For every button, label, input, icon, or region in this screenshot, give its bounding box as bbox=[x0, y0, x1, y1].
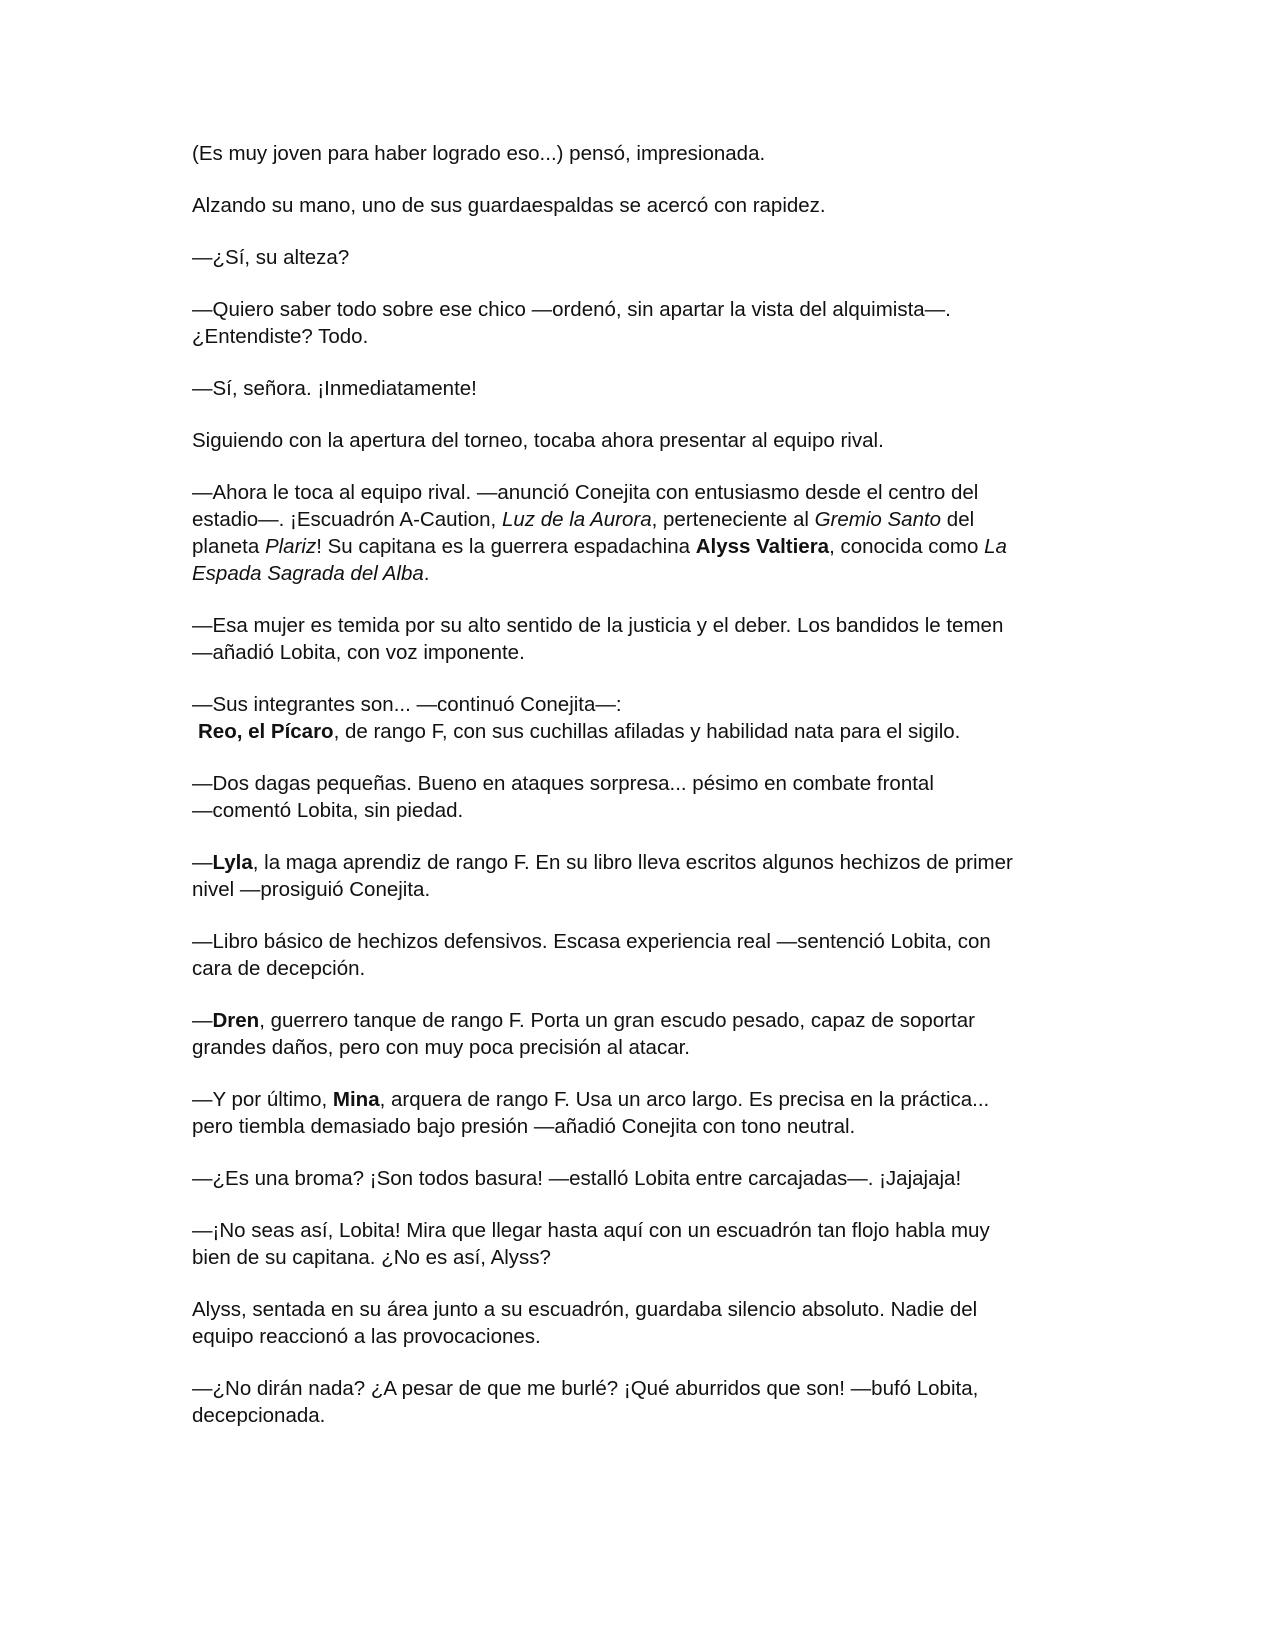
bold-text: Lyla bbox=[212, 851, 253, 874]
text-run: —Dos dagas pequeñas. Bueno en ataques sorpresa... pésimo en combate frontal bbox=[192, 772, 934, 795]
text-run: —Sí, señora. ¡Inmediatamente! bbox=[192, 377, 477, 400]
text-line bbox=[192, 1296, 1072, 1323]
paragraph bbox=[192, 244, 1072, 271]
paragraph bbox=[192, 375, 1072, 402]
text-run: (Es muy joven para haber logrado eso...) pensó, impresionada. bbox=[192, 142, 766, 165]
paragraph bbox=[192, 770, 1072, 824]
bold-text: Alyss Valtiera bbox=[695, 535, 830, 558]
text-run: —Quiero saber todo sobre ese chico —ordenó, sin apartar la vista del alquimista—. bbox=[192, 298, 951, 321]
text-line bbox=[192, 192, 1072, 219]
text-line bbox=[192, 1165, 1072, 1192]
text-line bbox=[192, 1402, 1072, 1429]
paragraph bbox=[192, 427, 1072, 454]
text-run: —Y por último, bbox=[192, 1088, 333, 1111]
text-run: ¿Entendiste? Todo. bbox=[192, 325, 369, 348]
text-run: , guerrero tanque de rango F. Porta un gran escudo pesado, capaz de soportar bbox=[259, 1009, 975, 1032]
text-line bbox=[192, 1034, 1072, 1061]
bold-text: Mina bbox=[332, 1088, 380, 1111]
paragraph bbox=[192, 192, 1072, 219]
italic-text: La bbox=[984, 535, 1007, 558]
text-run: pero tiembla demasiado bajo presión —añadió Conejita con tono neutral. bbox=[192, 1115, 856, 1138]
paragraph bbox=[192, 691, 1072, 745]
text-run: equipo reaccionó a las provocaciones. bbox=[192, 1325, 541, 1348]
text-run: cara de decepción. bbox=[192, 957, 366, 980]
italic-text: Luz de la Aurora bbox=[501, 508, 652, 531]
italic-text: Plariz bbox=[264, 535, 317, 558]
text-run: — bbox=[192, 1009, 213, 1032]
paragraph bbox=[192, 849, 1072, 903]
text-run: —¿No dirán nada? ¿A pesar de que me burlé? ¡Qué aburridos que son! —bufó Lobita, bbox=[192, 1377, 979, 1400]
text-line bbox=[192, 1375, 1072, 1402]
text-run: planeta bbox=[192, 535, 265, 558]
text-line bbox=[192, 612, 1072, 639]
text-line bbox=[192, 533, 1072, 560]
text-run: Alzando su mano, uno de sus guardaespaldas se acercó con rapidez. bbox=[192, 194, 826, 217]
text-run: —Sus integrantes son... —continuó Conejita—: bbox=[192, 693, 622, 716]
italic-text: Gremio Santo bbox=[814, 508, 942, 531]
text-run: —Ahora le toca al equipo rival. —anunció Conejita con entusiasmo desde el centro del bbox=[192, 481, 979, 504]
bold-text: Reo, el Pícaro bbox=[198, 720, 334, 743]
text-run: decepcionada. bbox=[192, 1404, 326, 1427]
text-run: —¿Sí, su alteza? bbox=[192, 246, 350, 269]
text-line bbox=[192, 296, 1072, 323]
text-line bbox=[192, 427, 1072, 454]
text-run: , conocida como bbox=[829, 535, 985, 558]
text-line bbox=[192, 770, 1072, 797]
text-line bbox=[192, 1086, 1072, 1113]
text-run: , la maga aprendiz de rango F. En su libro lleva escritos algunos hechizos de primer bbox=[252, 851, 1013, 874]
text-run: estadio—. ¡Escuadrón A-Caution, bbox=[192, 508, 502, 531]
text-line bbox=[192, 506, 1072, 533]
text-run: . bbox=[423, 562, 430, 585]
text-line bbox=[192, 1323, 1072, 1350]
text-line bbox=[192, 955, 1072, 982]
text-run: , perteneciente al bbox=[651, 508, 815, 531]
text-run: ! Su capitana es la guerrera espadachina bbox=[316, 535, 696, 558]
text-line bbox=[192, 244, 1072, 271]
text-run: , arquera de rango F. Usa un arco largo. Es precisa en la práctica... bbox=[379, 1088, 990, 1111]
text-line bbox=[192, 560, 1072, 587]
paragraph bbox=[192, 1165, 1072, 1192]
text-run: nivel —prosiguió Conejita. bbox=[192, 878, 431, 901]
text-line bbox=[192, 1007, 1072, 1034]
text-run: Alyss, sentada en su área junto a su escuadrón, guardaba silencio absoluto. Nadie del bbox=[192, 1298, 978, 1321]
paragraph bbox=[192, 612, 1072, 666]
text-line bbox=[192, 849, 1072, 876]
text-line bbox=[192, 323, 1072, 350]
text-line bbox=[192, 1244, 1072, 1271]
text-run: grandes daños, pero con muy poca precisión al atacar. bbox=[192, 1036, 690, 1059]
document-page bbox=[192, 140, 1072, 1454]
text-run: —comentó Lobita, sin piedad. bbox=[192, 799, 464, 822]
text-run: —Libro básico de hechizos defensivos. Escasa experiencia real —sentenció Lobita, con bbox=[192, 930, 991, 953]
paragraph bbox=[192, 928, 1072, 982]
text-run: —añadió Lobita, con voz imponente. bbox=[192, 641, 525, 664]
paragraph bbox=[192, 1296, 1072, 1350]
paragraph bbox=[192, 1086, 1072, 1140]
text-run: bien de su capitana. ¿No es así, Alyss? bbox=[192, 1246, 551, 1269]
text-line bbox=[192, 691, 1072, 718]
paragraph bbox=[192, 1007, 1072, 1061]
paragraph bbox=[192, 479, 1072, 587]
text-run: —¡No seas así, Lobita! Mira que llegar hasta aquí con un escuadrón tan flojo habla muy bbox=[192, 1219, 990, 1242]
text-line bbox=[192, 928, 1072, 955]
paragraph bbox=[192, 1217, 1072, 1271]
text-run: —Esa mujer es temida por su alto sentido de la justicia y el deber. Los bandidos le temen bbox=[192, 614, 1004, 637]
text-run: —¿Es una broma? ¡Son todos basura! —estalló Lobita entre carcajadas—. ¡Jajajaja! bbox=[192, 1167, 962, 1190]
text-line bbox=[192, 718, 1072, 745]
paragraph bbox=[192, 296, 1072, 350]
text-line bbox=[192, 1113, 1072, 1140]
text-line bbox=[192, 1217, 1072, 1244]
text-line bbox=[192, 797, 1072, 824]
text-run: del bbox=[941, 508, 975, 531]
text-run: Siguiendo con la apertura del torneo, tocaba ahora presentar al equipo rival. bbox=[192, 429, 884, 452]
paragraph bbox=[192, 1375, 1072, 1429]
text-line bbox=[192, 479, 1072, 506]
text-line bbox=[192, 876, 1072, 903]
paragraph bbox=[192, 140, 1072, 167]
text-line bbox=[192, 375, 1072, 402]
bold-text: Dren bbox=[212, 1009, 260, 1032]
text-line bbox=[192, 140, 1072, 167]
text-run: , de rango F, con sus cuchillas afiladas y habilidad nata para el sigilo. bbox=[333, 720, 961, 743]
text-line bbox=[192, 639, 1072, 666]
italic-text: Espada Sagrada del Alba bbox=[192, 562, 424, 585]
text-run: — bbox=[192, 851, 213, 874]
